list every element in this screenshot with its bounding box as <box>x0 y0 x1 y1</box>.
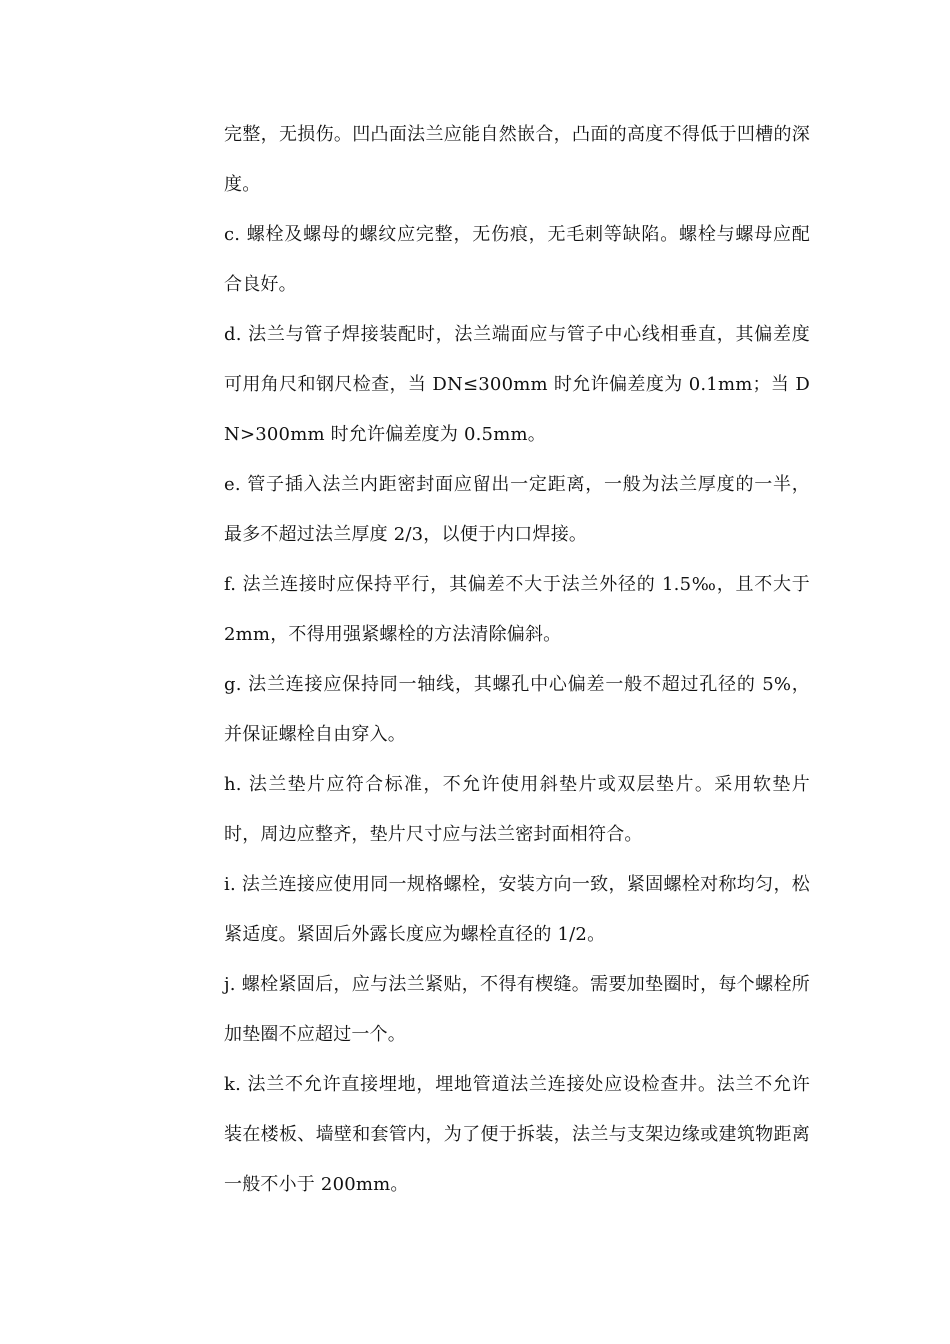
paragraph-i-bolt-spec: i. 法兰连接应使用同一规格螺栓，安装方向一致，紧固螺栓对称均匀，松紧适度。紧固后外露长度应为螺栓直径的 1/2。 <box>224 874 810 945</box>
paragraph-j-washer: j. 螺栓紧固后，应与法兰紧贴，不得有楔缝。需要加垫圈时，每个螺栓所加垫圈不应超过一个。 <box>224 974 810 1045</box>
paragraph-flange-fit: 完整，无损伤。凹凸面法兰应能自然嵌合，凸面的高度不得低于凹槽的深度。 <box>224 124 810 195</box>
paragraph-f-parallel: f. 法兰连接时应保持平行，其偏差不大于法兰外径的 1.5‰，且不大于 2mm，不得用强紧螺栓的方法清除偏斜。 <box>224 574 810 645</box>
paragraph-h-gasket: h. 法兰垫片应符合标准，不允许使用斜垫片或双层垫片。采用软垫片时，周边应整齐，垫片尺寸应与法兰密封面相符合。 <box>224 774 810 845</box>
document-body <box>224 110 810 1210</box>
paragraph-c-bolt-thread: c. 螺栓及螺母的螺纹应完整，无伤痕，无毛刺等缺陷。螺栓与螺母应配合良好。 <box>224 224 810 295</box>
paragraph-e-pipe-insertion: e. 管子插入法兰内距密封面应留出一定距离，一般为法兰厚度的一半，最多不超过法兰厚度 2/3，以便于内口焊接。 <box>224 474 810 545</box>
paragraph-d-welding-tolerance: d. 法兰与管子焊接装配时，法兰端面应与管子中心线相垂直，其偏差度可用角尺和钢尺检查，当 DN≤300mm 时允许偏差度为 0.1mm；当 DN>300mm 时允许偏差度为 0.5mm。 <box>224 324 810 445</box>
paragraph-k-burial: k. 法兰不允许直接埋地，埋地管道法兰连接处应设检查井。法兰不允许装在楼板、墙壁和套管内，为了便于拆装，法兰与支架边缘或建筑物距离一般不小于 200mm。 <box>224 1074 810 1195</box>
paragraph-g-axis: g. 法兰连接应保持同一轴线，其螺孔中心偏差一般不超过孔径的 5%，并保证螺栓自由穿入。 <box>224 674 810 745</box>
